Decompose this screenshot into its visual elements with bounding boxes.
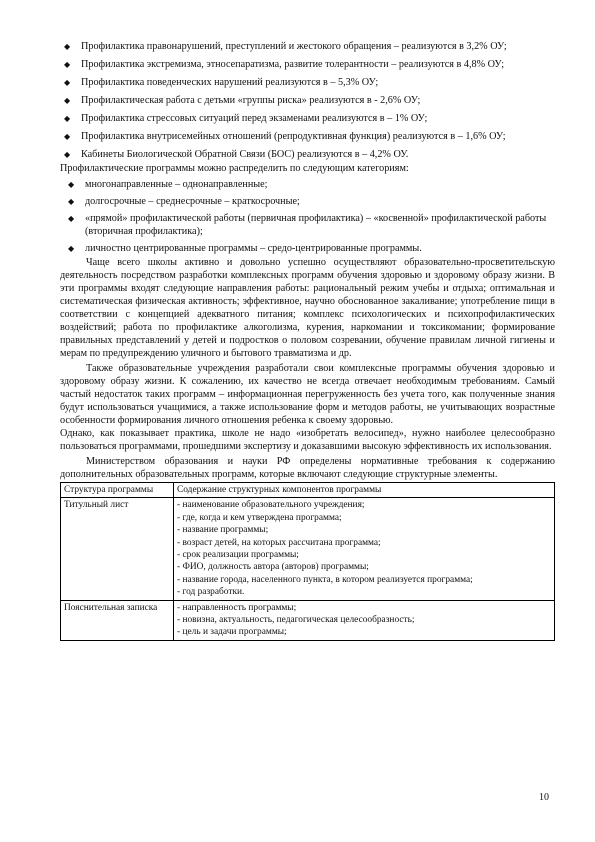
content-item: - год разработки. (177, 587, 245, 598)
document-page (60, 40, 555, 641)
program-structure-table (60, 482, 555, 641)
paragraph: Также образовательные учреждения разработали свои комплексные программы обучения здоровью и здоровому образу жизни. К сожалению, их качество не всегда отвечает необходимым требованиям. Самый частый недостаток таких программ – информационная перегруженность без учета того, как полученные знания будут использоваться учащимися, а также использование форм и методов работы, не учитывающих возрастные особенности формирования личного отношения ребенка к своему здоровью. (60, 363, 555, 426)
table-row (61, 600, 555, 640)
bullet-icon: ◆ (64, 60, 71, 69)
content-item: - ФИО, должность автора (авторов) программы; (177, 562, 369, 573)
paragraph: Однако, как показывает практика, школе не надо «изобретать велосипед», нужно наиболее целесообразно пользоваться программами, прошедшими экспертизу и доказавшими высокую эффективность их использования. (60, 428, 555, 452)
list-item: ◆ «прямой» профилактической работы (первичная профилактика) – «косвенной» профилактической работы (вторичная профилактика); (68, 213, 547, 237)
table-row (61, 498, 555, 600)
section-content (174, 600, 555, 640)
paragraph: Министерством образования и науки РФ определены нормативные требования к содержанию дополнительных образовательных программ, которые включают следующие структурные элементы. (60, 456, 555, 480)
bullet-icon: ◆ (68, 244, 75, 253)
content-item: - где, когда и кем утверждена программа; (177, 512, 342, 523)
content-item: - название города, населенного пункта, в котором реализуется программа; (177, 574, 473, 585)
list-item: ◆ Профилактика экстремизма, этносепаратизма, развитие толерантности – реализуются в 4,8% ОУ; (64, 59, 505, 70)
list-item: ◆ Профилактика правонарушений, преступлений и жестокого обращения – реализуются в 3,2% ОУ; (64, 41, 507, 52)
column-header: Структура программы (61, 483, 174, 498)
content-item: - наименование образовательного учреждения; (177, 500, 365, 511)
bullet-icon: ◆ (68, 214, 75, 223)
bullet-icon: ◆ (68, 197, 75, 206)
content-item: - новизна, актуальность, педагогическая целесообразность; (177, 615, 415, 626)
bullet-icon: ◆ (68, 180, 75, 189)
categories-list (60, 178, 555, 255)
bullet-icon: ◆ (64, 150, 71, 159)
list-item: ◆ Профилактическая работа с детьми «группы риска» реализуются в - 2,6% ОУ; (64, 95, 421, 106)
paragraph: Чаще всего школы активно и довольно успешно осуществляют образовательно-просветительскую деятельность посредством разработки комплексных программ обучения здоровью и здоровому образу жизни. В эти программы входят следующие направления работы: рациональный режим учебы и отдыха; оптимальная и систематическая физическая активность; эффективное, научно обоснованное закаливание; употребление пищи в соответствии с концепцией адекватного питания; комплекс психологических и психопрофилактических воздействий; работа по профилактике алкоголизма, курения, наркомании и токсикомании; формирование правильных представлений у детей и подростков о половом созревании, обучение правилам личной гигиены и мерам по предупреждению уличного и бытового травматизма и др. (60, 257, 555, 359)
categories-intro: Профилактические программы можно распределить по следующим категориям: (60, 163, 409, 174)
section-content (174, 498, 555, 600)
bullet-icon: ◆ (64, 42, 71, 51)
bullet-icon: ◆ (64, 114, 71, 123)
list-item: ◆ многонаправленные – однонаправленные; (68, 179, 268, 190)
bullet-icon: ◆ (64, 78, 71, 87)
section-name: Титульный лист (61, 498, 174, 600)
list-item: ◆ Профилактика внутрисемейных отношений (репродуктивная функция) реализуются в – 1,6% ОУ; (64, 131, 506, 142)
section-name: Пояснительная записка (61, 600, 174, 640)
list-item: ◆ Профилактика поведенческих нарушений реализуются в – 5,3% ОУ; (64, 77, 379, 88)
list-item: ◆ Профилактика стрессовых ситуаций перед экзаменами реализуются в – 1% ОУ; (64, 113, 428, 124)
list-item: ◆ личностно центрированные программы – средо-центрированные программы. (68, 243, 422, 254)
content-item: - цель и задачи программы; (177, 627, 287, 638)
table-header-row (61, 483, 555, 498)
list-item: ◆ Кабинеты Биологической Обратной Связи (БОС) реализуются в – 4,2% ОУ. (64, 149, 409, 160)
content-item: - направленность программы; (177, 602, 297, 613)
page-number: 10 (539, 792, 549, 803)
column-header: Содержание структурных компонентов программы (174, 483, 555, 498)
content-item: - возраст детей, на которых рассчитана программа; (177, 537, 381, 548)
bullet-icon: ◆ (64, 96, 71, 105)
list-item: ◆ долгосрочные – среднесрочные – краткосрочные; (68, 196, 300, 207)
content-item: - название программы; (177, 525, 269, 536)
content-item: - срок реализации программы; (177, 550, 299, 561)
bullet-icon: ◆ (64, 132, 71, 141)
prevention-stats-list (60, 40, 555, 161)
